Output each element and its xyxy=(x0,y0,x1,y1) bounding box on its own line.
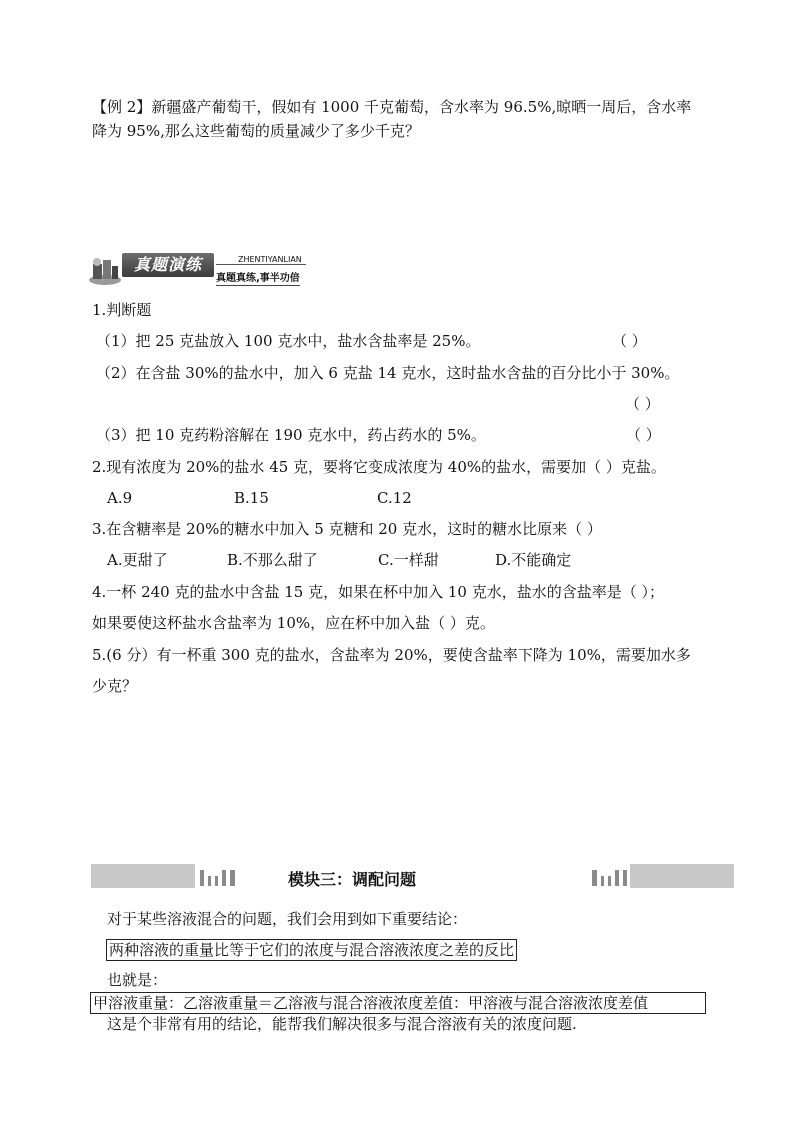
ratio-formula-box: 甲溶液重量：乙溶液重量＝乙溶液与混合溶液浓度差值：甲溶液与混合溶液浓度差值 xyxy=(90,992,706,1014)
q3-option-b: B.不那么甜了 xyxy=(227,551,318,569)
q3-text: 3.在含糖率是 20%的糖水中加入 5 克糖和 20 克水，这时的糖水比原来（ ） xyxy=(92,520,602,538)
module-3-intro: 对于某些溶液混合的问题，我们会用到如下重要结论： xyxy=(107,910,468,928)
q2-option-c: C.12 xyxy=(377,489,412,507)
q4-line-2: 如果要使这杯盐水含盐率为 10%，应在杯中加入盐（ ）克。 xyxy=(92,614,495,632)
q1-heading: 1.判断题 xyxy=(92,301,152,319)
q3-option-c: C.一样甜 xyxy=(378,551,439,569)
q4-line-1: 4.一杯 240 克的盐水中含盐 15 克，如果在杯中加入 10 克水，盐水的含盐率是（ ）； xyxy=(92,583,664,601)
module-3-conclusion: 这是个非常有用的结论，能帮我们解决很多与混合溶液有关的浓度问题. xyxy=(107,1015,577,1033)
key-conclusion-box: 两种溶液的重量比等于它们的浓度与混合溶液浓度之差的反比 xyxy=(106,939,517,961)
q1-item-3: （3）把 10 克药粉溶解在 190 克水中，药占药水的 5%。 xyxy=(96,426,486,444)
q3-option-a: A.更甜了 xyxy=(107,551,168,569)
q3-option-d: D.不能确定 xyxy=(495,551,572,569)
books-icon xyxy=(88,254,122,286)
q5-line-1: 5.(6 分）有一杯重 300 克的盐水，含盐率为 20%，要使含盐率下降为 10%，需要加水多 xyxy=(92,646,691,664)
example-2-label: 【例 2】 xyxy=(92,98,152,116)
banner-divider xyxy=(216,264,306,265)
q2-option-a: A.9 xyxy=(107,489,133,507)
module-3-title: 模块三：调配问题 xyxy=(288,870,417,889)
q5-line-2: 少克？ xyxy=(92,677,138,695)
module-header-bar-left xyxy=(91,864,195,888)
banner-slogan: 真题真练,事半功倍 xyxy=(216,269,300,286)
module-header-ticks-right xyxy=(592,868,627,886)
example-2-line-2: 降为 95%,那么这些葡萄的质量减少了多少千克？ xyxy=(92,122,420,140)
q1-item-2: （2）在含盐 30%的盐水中，加入 6 克盐 14 克水，这时盐水含盐的百分比小于 30%。 xyxy=(96,364,680,382)
q2-option-b: B.15 xyxy=(234,489,269,507)
module-3-also: 也就是： xyxy=(107,971,168,989)
module-header-ticks-left xyxy=(200,868,235,886)
banner-pinyin: ZHENTIYANLIAN xyxy=(238,255,302,264)
q1-item-2-blank: （ ） xyxy=(625,395,660,413)
q2-text: 2.现有浓度为 20%的盐水 45 克，要将它变成浓度为 40%的盐水，需要加（ ）克盐。 xyxy=(92,458,666,476)
module-header-bar-right xyxy=(630,864,734,888)
q1-item-1: （1）把 25 克盐放入 100 克水中，盐水含盐率是 25%。 xyxy=(96,332,481,350)
zhenti-yanlian-banner xyxy=(88,250,310,288)
example-2-line-1 xyxy=(92,97,691,117)
example-2-text-1: 新疆盛产葡萄干，假如有 1000 千克葡萄，含水率为 96.5%,晾晒一周后，含水率 xyxy=(151,98,692,116)
q1-item-1-blank: （ ） xyxy=(612,332,647,350)
banner-title: 真题演练 xyxy=(122,253,214,277)
q1-item-3-blank: （ ） xyxy=(626,426,661,444)
